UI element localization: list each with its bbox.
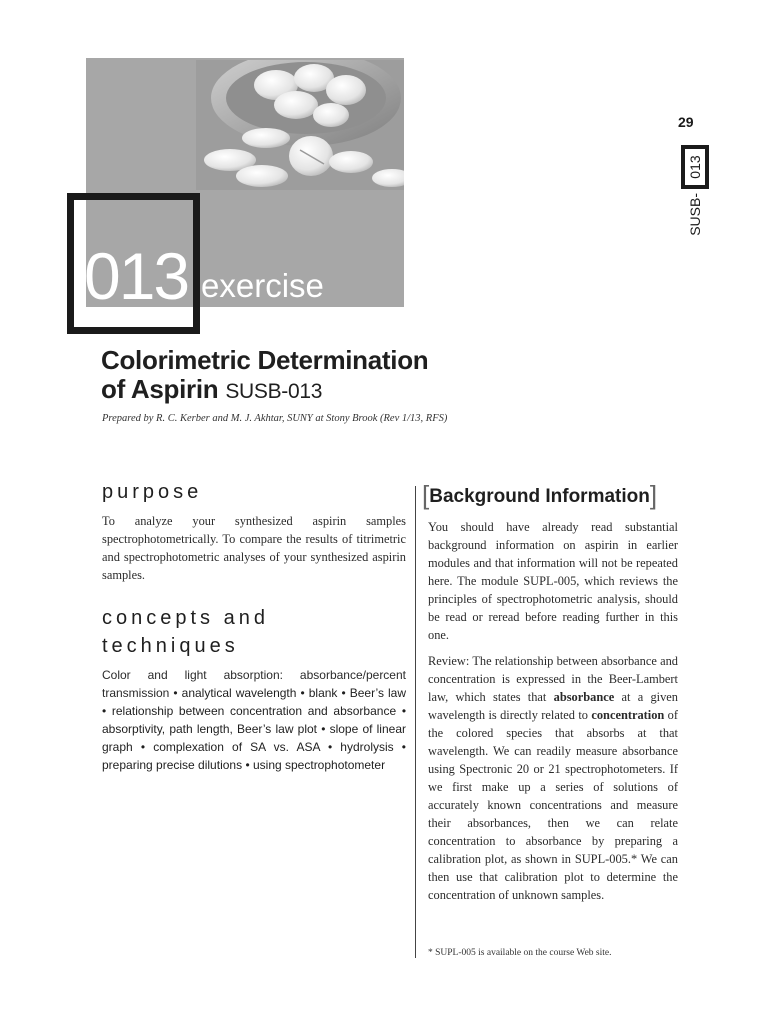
title-line-2-text: of Aspirin — [101, 374, 219, 404]
column-divider — [415, 486, 416, 958]
bullet: • — [173, 686, 178, 700]
term-absorbance: absorbance — [553, 690, 615, 704]
concept-item: blank — [308, 686, 338, 700]
purpose-heading: purpose — [102, 481, 203, 503]
side-code-number: 013 — [681, 145, 709, 189]
title-code: SUSB-013 — [225, 380, 323, 403]
concept-item: hydrolysis — [340, 740, 394, 754]
background-heading — [422, 480, 678, 512]
concept-item: relationship between concentration and absorbance — [111, 704, 397, 718]
prepared-by: Prepared by R. C. Kerber and M. J. Akhtar, SUNY at Stony Brook (Rev 1/13, RFS) — [102, 413, 448, 424]
bullet: • — [140, 740, 146, 754]
right-column — [422, 480, 678, 904]
left-column — [102, 478, 406, 774]
side-tab — [671, 141, 719, 249]
background-heading-text: Background Information — [429, 486, 650, 507]
concept-item: complexation of SA vs. ASA — [153, 740, 320, 754]
bullet: • — [341, 686, 346, 700]
term-concentration: concentration — [591, 708, 665, 722]
background-para-1: You should have already read substantial background information on aspirin in earlier modules and that information will not be repeated here. The module SUPL-005, which reviews the principles of spectrophotometric analysis, should be read or reread before reading further in this one. — [428, 520, 678, 642]
para-2-text: at a given wavelength is directly related to — [428, 690, 678, 722]
bullet: • — [327, 740, 333, 754]
side-code-prefix: SUSB- — [687, 193, 703, 236]
bullet: • — [300, 686, 305, 700]
aspirin-tablets-photo — [196, 60, 404, 190]
bullet: • — [102, 704, 107, 718]
concepts-heading-line-2: techniques — [102, 635, 239, 657]
concepts-heading-line-1: concepts and — [102, 607, 269, 629]
exercise-number: 013 — [84, 239, 189, 313]
purpose-text: To analyze your synthesized aspirin samples spectrophotometrically. To compare the results of titrimetric and spectrophotometric analyses of your synthesized aspirin samples. — [102, 514, 406, 582]
bracket-close: ] — [649, 480, 658, 510]
bullet: • — [321, 722, 326, 736]
concepts-intro: Color and light absorption: absorbance/percent transmission — [102, 668, 406, 700]
para-2-text: of the colored species that absorbs at that wavelength. We can readily measure absorbance using Spectronic 20 or 21 spectrophotometers. If we first make up a series of solutions of accurately known concentrations and measure their absorbances, then we can relate concentration to absorbance by preparing a calibration plot, as shown in SUPL-005. — [428, 708, 678, 866]
title-line-2 — [101, 375, 661, 406]
bullet: • — [245, 758, 250, 772]
background-para-2 — [428, 652, 678, 904]
concepts-heading — [102, 604, 406, 660]
footnote: * SUPL-005 is available on the course Web site. — [428, 948, 612, 958]
exercise-label: exercise — [201, 267, 324, 304]
para-2-text: * We can then use that calibration plot to determine the concentration of unknown samples. — [428, 852, 678, 902]
concept-item: Beer’s law — [349, 686, 407, 700]
concepts-list — [102, 666, 406, 774]
bullet: • — [401, 704, 407, 718]
concept-item: preparing precise dilutions — [102, 758, 243, 772]
concept-item: absorptivity, path length, Beer’s law plot — [102, 722, 318, 736]
concept-item: analytical wavelength — [181, 686, 297, 700]
concept-item: using spectrophotometer — [252, 758, 386, 772]
para-2-text: Review: The relationship between absorbance and concentration is expressed in the Beer-Lambert law, which states that — [428, 654, 678, 704]
bullet: • — [401, 740, 406, 754]
page-title — [101, 346, 661, 406]
bracket-open: [ — [422, 480, 430, 510]
page-number: 29 — [678, 114, 694, 130]
concept-item: slope of linear graph — [102, 722, 406, 754]
title-line-1: Colorimetric Determination — [101, 345, 429, 375]
